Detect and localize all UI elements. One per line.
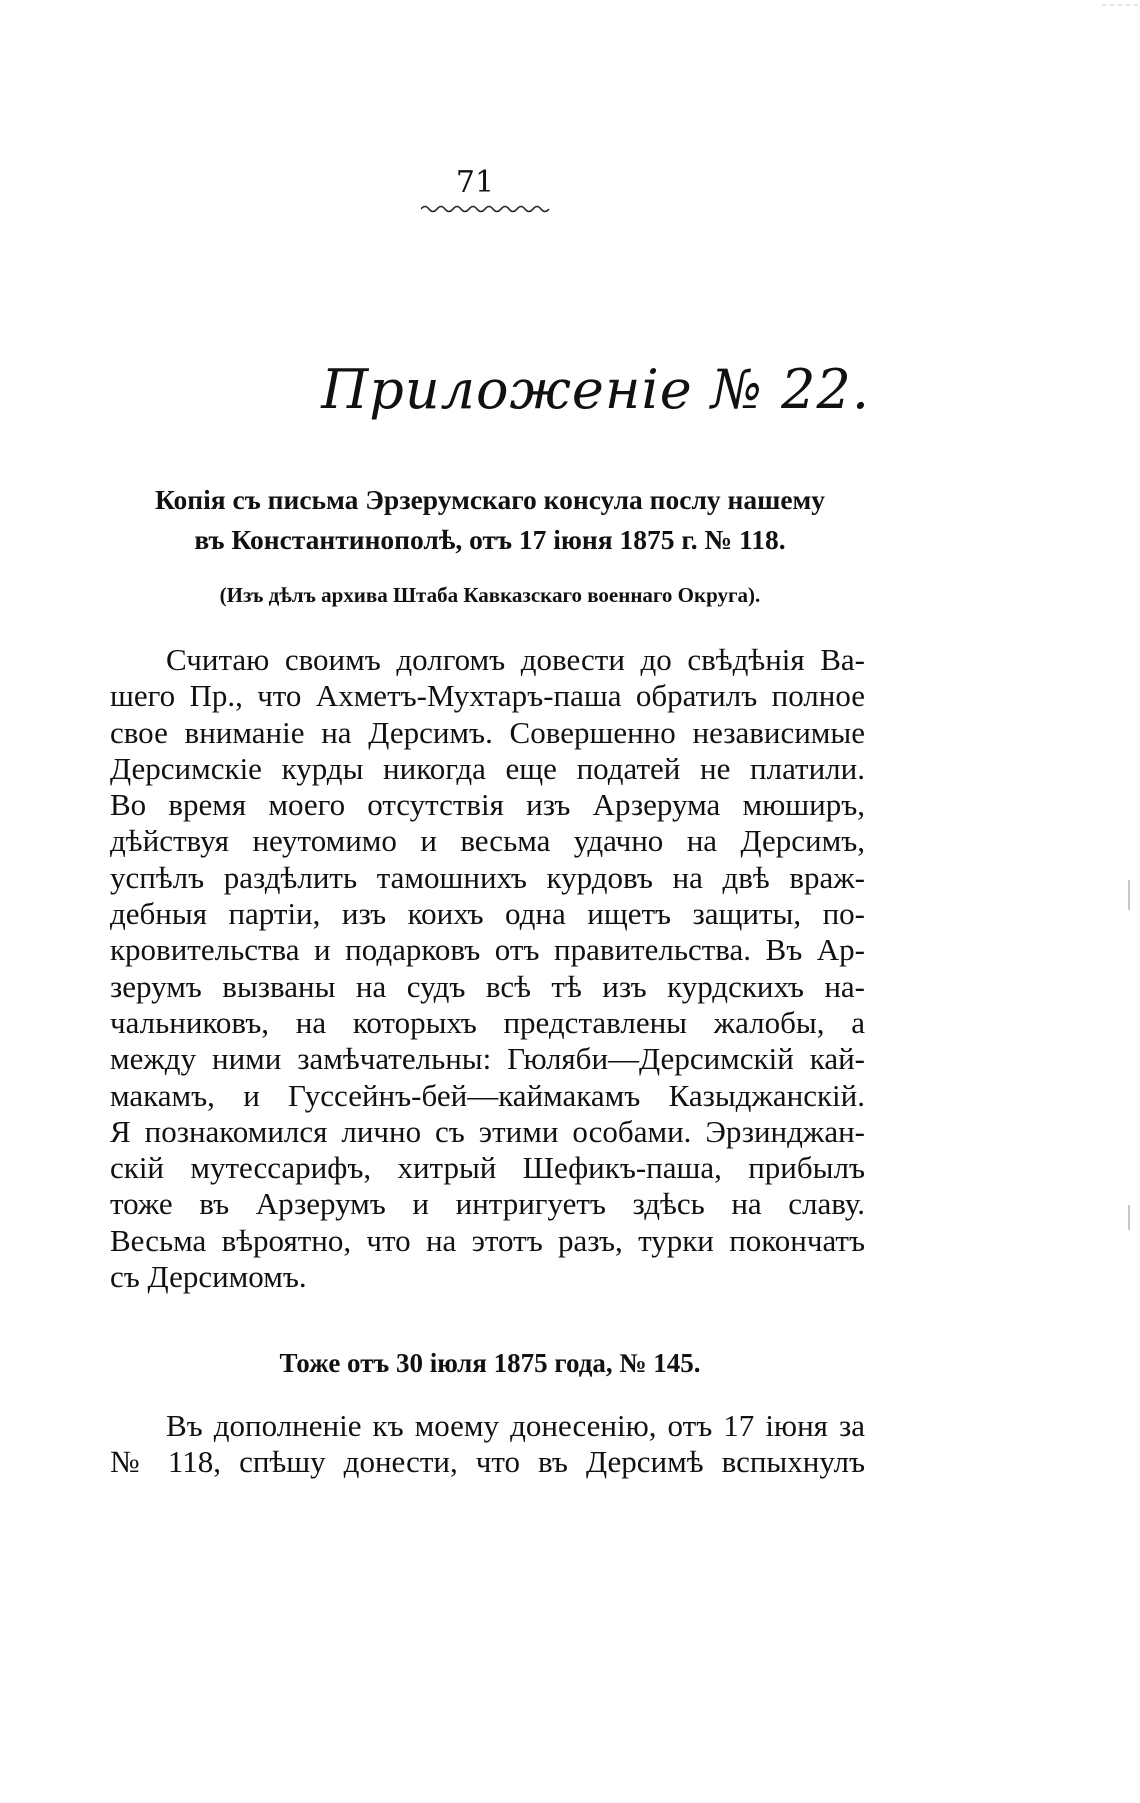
text-line: зерумъ вызваны на судъ всѣ тѣ изъ курдскихъ на- xyxy=(110,968,865,1004)
text-line: шего Пр., что Ахметъ-Мухтаръ-паша обратилъ полное xyxy=(110,678,865,714)
wavy-rule-ornament xyxy=(421,204,551,214)
scan-edge-mark xyxy=(1128,1205,1130,1230)
text-line: Во время моего отсутствія изъ Арзерума мюширъ, xyxy=(110,787,865,823)
letter-subheading: Тоже отъ 30 іюля 1875 года, № 145. xyxy=(279,1348,701,1378)
scan-edge-mark xyxy=(1128,880,1130,910)
corner-scan-mark xyxy=(1100,0,1140,10)
paragraph-1 xyxy=(110,642,865,1295)
text-line: чальниковъ, на которыхъ представлены жалобы, а xyxy=(110,1004,865,1040)
text-line: макамъ, и Гуссейнъ-бей—каймакамъ Казыджанскій. xyxy=(110,1077,865,1113)
text-line: Въ дополненіе къ моему донесенію, отъ 17 іюня за xyxy=(166,1408,865,1443)
text-line: кровительства и подарковъ отъ правительства. Въ Ар- xyxy=(110,932,865,968)
text-line: дебныя партіи, изъ коихъ одна ищетъ защиты, по- xyxy=(110,896,865,932)
text-line: Я познакомился лично съ этими особами. Эрзинджан- xyxy=(110,1113,865,1149)
text-line: дѣйствуя неутомимо и весьма удачно на Дерсимъ, xyxy=(110,823,865,859)
text-line: Весьма вѣроятно, что на этотъ разъ, турки покончатъ xyxy=(110,1222,865,1258)
text-line: успѣлъ раздѣлить тамошнихъ курдовъ на двѣ враж- xyxy=(110,859,865,895)
page-number: 71 xyxy=(455,165,495,200)
text-line: скій мутессарифъ, хитрый Шефикъ-паша, прибылъ xyxy=(110,1150,865,1186)
paragraph-2 xyxy=(110,1408,865,1481)
heading-line-2: въ Константинополѣ, отъ 17 іюня 1875 г. № 118. xyxy=(194,524,786,555)
text-line: между ними замѣчательны: Гюляби—Дерсимскій кай- xyxy=(110,1041,865,1077)
text-line: № 118, спѣшу донести, что въ Дерсимѣ вспыхнулъ xyxy=(110,1444,865,1480)
appendix-title: Приложеніе № 22. xyxy=(321,358,870,421)
text-line: съ Дерсимомъ. xyxy=(110,1259,307,1295)
text-line: тоже въ Арзерумъ и интригуетъ здѣсь на славу. xyxy=(110,1186,865,1222)
heading-line-1: Копія съ письма Эрзерумскаго консула послу нашему xyxy=(154,484,826,515)
text-line: свое вниманіе на Дерсимъ. Совершенно независимые xyxy=(110,714,865,750)
document-heading xyxy=(105,480,875,560)
text-line: Считаю своимъ долгомъ довести до свѣдѣнія Ва- xyxy=(166,642,865,677)
source-note: (Изъ дѣлъ архива Штаба Кавказскаго военнаго Округа). xyxy=(219,583,761,607)
text-line: Дерсимскіе курды никогда еще податей не платили. xyxy=(110,750,865,786)
